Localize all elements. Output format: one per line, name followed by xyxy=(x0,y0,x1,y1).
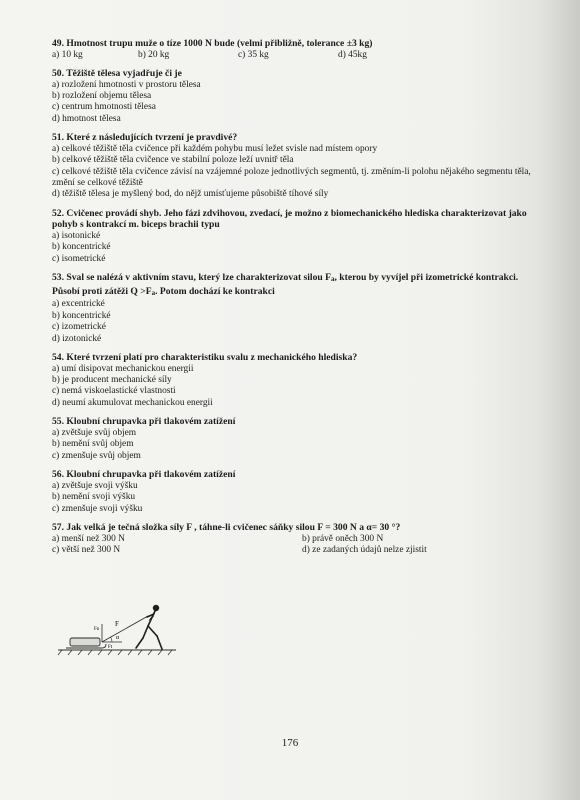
option-a: a) 10 kg xyxy=(52,49,83,60)
option-a: a) zvětšuje svůj objem xyxy=(52,427,137,438)
option-a: a) isotonické xyxy=(52,231,101,242)
force-label: F xyxy=(115,620,119,628)
title-part: . Potom dochází ke kontrakci xyxy=(155,285,275,297)
option-c: c) izometrické xyxy=(52,322,106,333)
option-a: a) umí disipovat mechanickou energii xyxy=(52,363,194,374)
option-d: d) hmotnost tělesa xyxy=(52,113,121,124)
question-56 xyxy=(52,469,532,515)
option-c: c) celkové těžiště těla cvičence závisí na vzájemné poloze jednotlivých segmentů, tj. změním-li polohu nějakého segmentu těla, změní se celkové těžiště xyxy=(52,166,531,189)
question-51 xyxy=(52,132,532,201)
question-list xyxy=(52,38,532,563)
pull-rope xyxy=(102,616,148,642)
question-title: 49. Hmotnost trupu muže o tíze 1000 N bude (velmi přibližně, tolerance ±3 kg) xyxy=(52,38,373,49)
angle-arc xyxy=(111,637,112,642)
option-b: b) 20 kg xyxy=(138,49,170,60)
options xyxy=(52,50,532,61)
option-c: c) zmenšuje svoji výšku xyxy=(52,503,143,514)
option-b: b) rozložení objemu tělesa xyxy=(52,91,152,101)
option-d: d) neumí akumulovat mechanickou energii xyxy=(52,397,213,408)
option-a: a) rozložení hmotnosti v prostoru tělesa xyxy=(52,79,201,90)
question-53 xyxy=(52,272,532,345)
option-b: b) je producent mechanické síly xyxy=(52,375,172,386)
question-title: 56. Kloubní chrupavka při tlakovém zatížení xyxy=(52,469,236,481)
option-d: d) těžiště tělesa je myšlený bod, do nějž umísťujeme působiště tíhové síly xyxy=(52,189,329,200)
page-number: 176 xyxy=(281,737,299,749)
option-c: c) větší než 300 N xyxy=(52,544,121,555)
option-b: b) nemění svoji výšku xyxy=(52,492,136,503)
option-c: c) zmenšuje svůj objem xyxy=(52,450,141,461)
angle-label: α xyxy=(116,635,120,641)
option-a: a) celkové těžiště těla cvičence při každém pohybu musí ležet svisle nad místem opory xyxy=(52,143,378,154)
question-54 xyxy=(52,352,532,409)
title-part: , kterou by vyvíjel při izometrické kontrakci. Působí proti zátěži Q >F xyxy=(52,272,519,297)
sled xyxy=(66,638,106,648)
option-b: b) nemění svůj objem xyxy=(52,439,134,450)
normal-label: Fn xyxy=(94,627,100,632)
tangent-label: Ft xyxy=(108,645,113,650)
question-49 xyxy=(52,38,532,61)
option-b: b) celkové těžiště těla cvičence ve stabilní poloze leží uvnitř těla xyxy=(52,155,294,166)
option-c: c) nemá viskoelastické vlastnosti xyxy=(52,386,176,397)
option-c: c) isometrické xyxy=(52,253,106,264)
sled-pulling-figure xyxy=(56,600,180,660)
question-57 xyxy=(52,522,532,556)
option-a: a) zvětšuje svoji výšku xyxy=(52,480,138,491)
option-a: a) menší než 300 N xyxy=(52,533,125,544)
option-b: b) koncentrické xyxy=(52,310,111,321)
question-title: 52. Cvičenec provádí shyb. Jeho fázi zdvihovou, zvedací, je možno z biomechanického hlediska charakterizovat jako pohyb s kontrakcí m. biceps brachii typu xyxy=(52,207,527,231)
question-52 xyxy=(52,208,532,265)
option-b: b) právě oněch 300 N xyxy=(302,533,384,544)
question-title xyxy=(52,272,532,299)
question-title: 51. Které z následujících tvrzení je pravdivé? xyxy=(52,132,238,144)
person-figure xyxy=(136,605,162,649)
question-50 xyxy=(52,68,532,125)
question-55 xyxy=(52,416,532,462)
title-part: 53. Sval se nalézá v aktivním stavu, který lze charakterizovat silou F xyxy=(52,272,331,284)
option-a: a) excentrické xyxy=(52,299,105,310)
subscript: a xyxy=(331,275,335,284)
question-title: 54. Které tvrzení platí pro charakteristiku svalu z mechanického hlediska? xyxy=(52,352,358,364)
question-title: 55. Kloubní chrupavka při tlakovém zatížení xyxy=(52,416,236,428)
option-d: d) 45kg xyxy=(338,49,367,60)
option-c: c) 35 kg xyxy=(238,49,269,60)
question-title: 57. Jak velká je tečná složka síly F , táhne-li cvičenec sáňky silou F = 300 N a α= 30 °? xyxy=(52,521,401,533)
option-d: d) ze zadaných údajů nelze zjistit xyxy=(302,544,427,555)
option-b: b) koncentrické xyxy=(52,242,111,253)
option-d: d) izotonické xyxy=(52,333,102,344)
ground-hatch xyxy=(58,650,172,655)
subscript: a xyxy=(151,288,156,297)
question-title: 50. Těžiště tělesa vyjadřuje či je xyxy=(52,68,182,79)
options xyxy=(52,534,532,557)
option-c: c) centrum hmotnosti tělesa xyxy=(52,102,156,113)
